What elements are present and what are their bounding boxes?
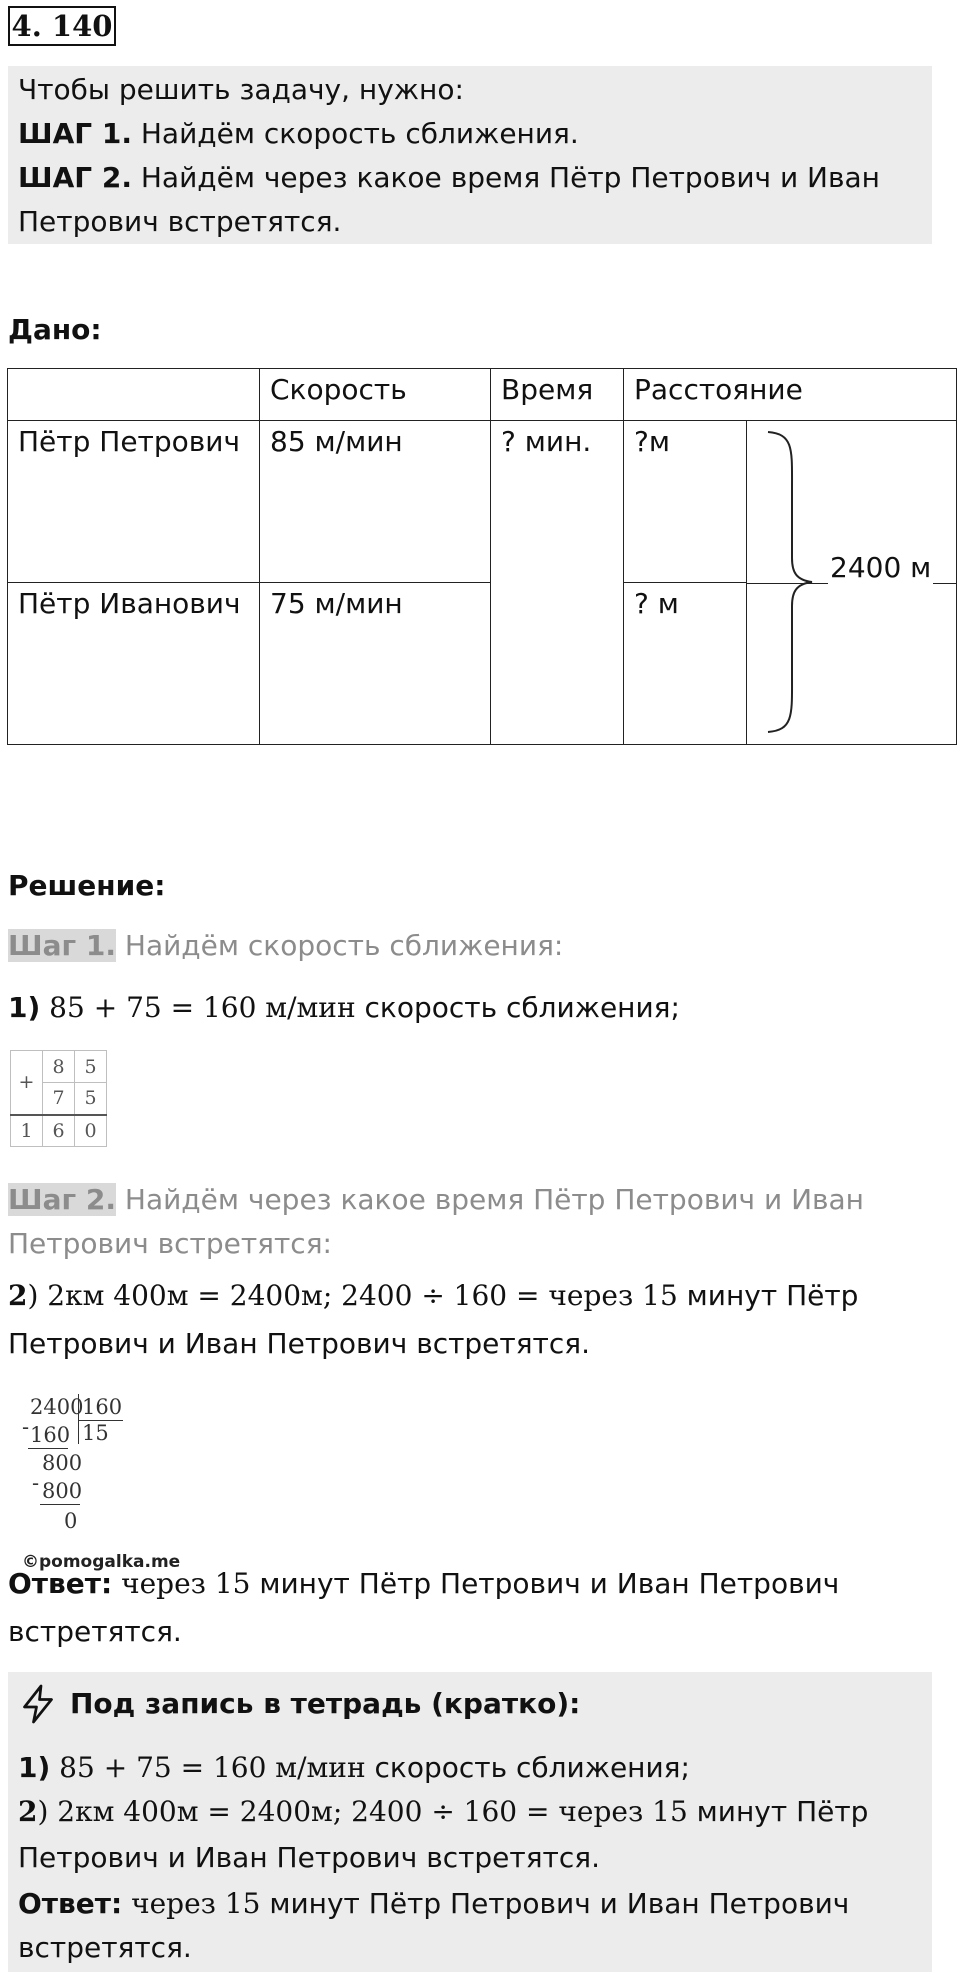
solution-step1-label: Шаг 1. [8,929,116,962]
remainder-2: 0 [64,1509,78,1533]
solution-line2-cont: Петрович и Иван Петрович встретятся. [8,1327,590,1360]
line2-text: минут Пётр [677,1279,859,1312]
dividend: 2400 [30,1395,84,1419]
intro-step2-label: ШАГ 2. [18,161,132,194]
solution-line1 [8,986,680,1030]
line2-num: 2 [8,1279,28,1312]
given-title: Дано: [8,313,102,346]
line1-text: скорость сближения; [355,991,680,1024]
summary-box [8,1672,932,1972]
row1-distance: ?м [624,421,747,583]
summary-line1 [18,1746,690,1790]
summary-line1-num: 1) [18,1751,51,1784]
remainder-1: 800 [42,1451,83,1475]
header-distance: Расстояние [624,369,957,421]
summary-answer [18,1882,849,1926]
summary-title: Под запись в тетрадь (кратко): [70,1687,581,1720]
digit-cell: 5 [75,1083,107,1115]
plus-sign: + [11,1051,43,1115]
answer [8,1562,839,1606]
intro-box [8,66,932,244]
subtrahend-1: 160 [30,1423,71,1447]
intro-line: Чтобы решить задачу, нужно: [18,73,464,106]
summary-line2 [18,1790,868,1834]
digit-cell: 1 [11,1115,43,1147]
minus-sign: - [32,1471,40,1495]
quotient: 15 [82,1421,109,1445]
underline-2 [40,1504,80,1505]
digit-cell: 0 [75,1115,107,1147]
summary-answer-cont: встретятся. [18,1931,192,1964]
division-bar [78,1394,79,1444]
solution-step1-text: Найдём скорость сближения: [115,929,564,962]
watermark: ©pomogalka.me [22,1552,181,1572]
total-distance: 2400 м [830,551,932,584]
solution-line2 [8,1274,858,1318]
intro-step1 [18,112,579,156]
problem-number: 4. 140 [8,6,116,46]
summary-line2-math: ) 2км 400м = 2400м; 2400 ÷ 160 = через 15 [37,1795,688,1828]
summary-answer-math: через 15 [122,1887,261,1920]
summary-line2-num: 2 [18,1795,38,1828]
curly-brace-icon [762,430,822,734]
digit-cell: 5 [75,1051,107,1083]
solution-title: Решение: [8,869,166,902]
row1-speed: 85 м/мин [260,421,491,583]
row2-distance: ? м [624,583,747,745]
answer-cont: встретятся. [8,1615,182,1648]
minus-sign: - [22,1415,30,1439]
long-division [22,1392,132,1542]
intro-step2 [18,156,880,200]
solution-step2-text: Найдём через какое время Пётр Петрович и Иван [115,1183,864,1216]
answer-text: минут Пётр Петрович и Иван Петрович [250,1567,840,1600]
row1-name: Пётр Петрович [8,421,260,583]
summary-line2-cont: Петрович и Иван Петрович встретятся. [18,1841,600,1874]
digit-cell: 6 [43,1115,75,1147]
line1-num: 1) [8,991,41,1024]
lightning-icon [20,1684,56,1724]
digit-cell: 8 [43,1051,75,1083]
line1-math: 85 + 75 = 160 м/мин [40,991,356,1024]
solution-step2-label: Шаг 2. [8,1183,116,1216]
row2-speed: 75 м/мин [260,583,491,745]
summary-line1-text: скорость сближения; [365,1751,690,1784]
intro-step2-cont: Петрович встретятся. [18,205,342,238]
time-cell: ? мин. [491,421,624,745]
answer-label: Ответ: [8,1567,113,1600]
summary-answer-text: минут Пётр Петрович и Иван Петрович [260,1887,850,1920]
addition-grid [10,1050,107,1147]
divisor: 160 [82,1395,123,1419]
answer-math: через 15 [112,1567,251,1600]
summary-line2-text: минут Пётр [687,1795,869,1828]
subtrahend-2: 800 [42,1479,83,1503]
summary-answer-label: Ответ: [18,1887,123,1920]
header-speed: Скорость [260,369,491,421]
header-time: Время [491,369,624,421]
line2-math: ) 2км 400м = 2400м; 2400 ÷ 160 = через 15 [27,1279,678,1312]
summary-line1-math: 85 + 75 = 160 м/мин [50,1751,366,1784]
header-empty [8,369,260,421]
solution-step1 [8,924,563,968]
intro-step2-text: Найдём через какое время Пётр Петрович и Иван [131,161,880,194]
digit-cell: 7 [43,1083,75,1115]
intro-step1-text: Найдём скорость сближения. [131,117,579,150]
solution-step2 [8,1178,864,1222]
intro-step1-label: ШАГ 1. [18,117,132,150]
underline-1 [28,1448,68,1449]
solution-step2-cont: Петрович встретятся: [8,1227,332,1260]
row2-name: Пётр Иванович [8,583,260,745]
